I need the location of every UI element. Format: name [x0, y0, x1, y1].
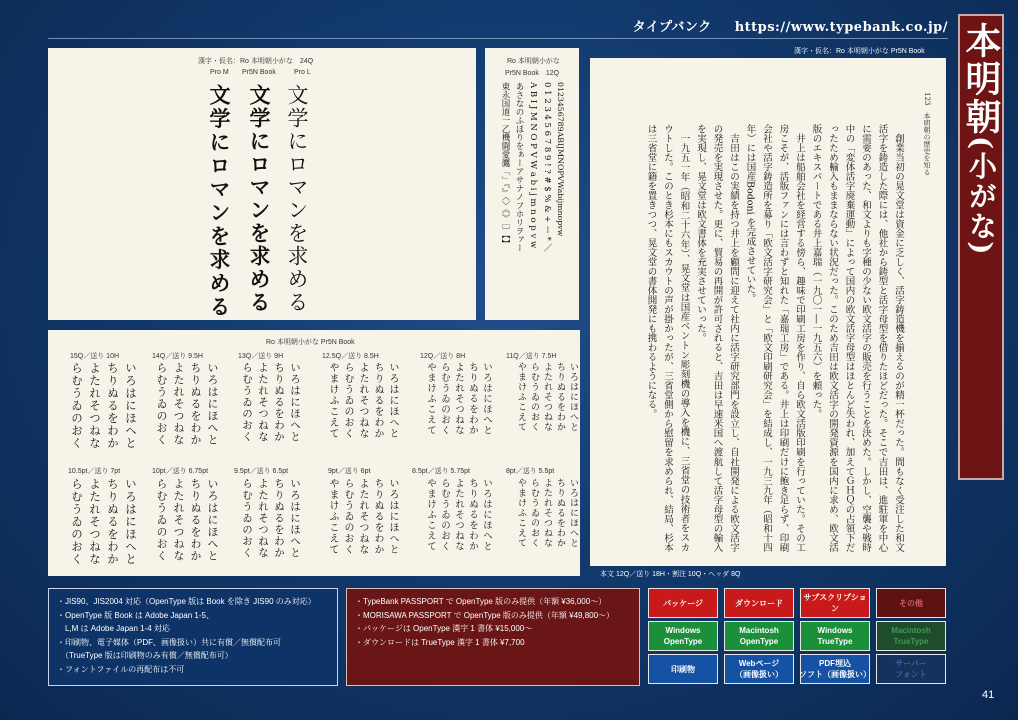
- iroha-10-5pt-3: よたれそつねな: [88, 478, 102, 566]
- size-label-9-5pt: 9.5pt／送り 6.5pt: [234, 468, 289, 475]
- brand-name: タイプバンク: [632, 20, 712, 35]
- font-title-sub: (小がな): [965, 136, 998, 257]
- iroha-15q-2: ちりぬるをわか: [106, 362, 120, 450]
- charset-line-5: 東永国道一乙機闘愛鷹「」『』〈〉《》〔〕【】: [500, 82, 510, 248]
- iroha-11q-3: よたれそつねな: [542, 362, 552, 432]
- iroha-8-5pt-1: いろはにほへと: [481, 478, 492, 552]
- iroha-10pt-1: いろはにほへと: [206, 478, 219, 562]
- iroha-10pt-3: よたれそつねな: [172, 478, 185, 562]
- size-label-13q: 13Q／送り 9H: [238, 353, 284, 360]
- pdf-embed-button[interactable]: PDF埋込 ソフト（画像扱い）: [800, 654, 870, 684]
- sample-pro-l: 文学にロマンを求める: [285, 84, 310, 314]
- font-title: [960, 22, 1002, 478]
- iroha-9-5pt-2: ちりぬるをわか: [273, 478, 285, 559]
- iroha-11q-4: らむうゐのおく: [529, 362, 539, 432]
- brand-url[interactable]: https://www.typebank.co.jp/: [734, 20, 948, 35]
- size-sample-caption: Ro 本明朝小がな Pr5N Book: [266, 339, 355, 346]
- iroha-8pt-3: よたれそつねな: [542, 478, 552, 548]
- iroha-9-5pt-4: らむうゐのおく: [241, 478, 253, 559]
- spec-line-2: ・OpenType 版 Book は Adobe Japan 1-5、: [57, 610, 214, 620]
- charset-line-3: A B I J M N O P V W a b i j m n o p v w: [528, 82, 538, 249]
- windows-truetype-button[interactable]: Windows TrueType: [800, 621, 870, 651]
- iroha-12-5q-4: らむうゐのおく: [342, 362, 353, 439]
- download-button[interactable]: ダウンロード: [724, 588, 794, 618]
- weight-label-pr5n-book: Pr5N Book: [242, 69, 276, 76]
- iroha-10pt-4: らむうゐのおく: [155, 478, 168, 562]
- iroha-8-5pt-5: やまけふこえて: [425, 478, 436, 552]
- iroha-10-5pt-4: らむうゐのおく: [70, 478, 84, 566]
- iroha-12-5q-1: いろはにほへと: [387, 362, 398, 439]
- iroha-10-5pt-2: ちりぬるをわか: [106, 478, 120, 566]
- iroha-15q-4: らむうゐのおく: [70, 362, 84, 450]
- page-number: 41: [982, 689, 995, 701]
- title-band: [958, 14, 1004, 480]
- iroha-8pt-4: らむうゐのおく: [529, 478, 539, 548]
- iroha-12q-4: らむうゐのおく: [439, 362, 450, 436]
- pricing-line-4: ・ダウンロードは TrueType 漢字 1 書体 ¥7,700: [355, 637, 525, 647]
- web-page-button[interactable]: Webページ （画像扱い）: [724, 654, 794, 684]
- size-label-8pt: 8pt／送り 5.5pt: [506, 468, 555, 475]
- iroha-12-5q-3: よたれそつねな: [357, 362, 368, 439]
- package-button[interactable]: パッケージ: [648, 588, 718, 618]
- iroha-12q-3: よたれそつねな: [453, 362, 464, 436]
- body-text: 創業当初の晃文堂は資金に乏しく、活字鋳造機を揃えるのが精一杯だった。間もなく受注した和文活字を鋳造した際には、他社から鋳型と活字母型を借りたほどだった。そこで吉田は、進駐軍を中心に需要のあった、和文よりも字種の少ない欧文活字の販売を行うことを決めた。しかし、空襲や戦時中の「変体活字廃棄運動」によって国内の欧文活字母型はほとんど失われ、加えてＧＨＱの占領下だったため輸入もままならない状況だった。このため吉田は欧文活字の開発資源を国内に求め、欧文活版のエキスパートである井上嘉瑞（一九〇一―一九五六）を頼った。 井上は船舶会社を経営する傍ら、趣味で印刷工房を作り、自ら欧文活版印刷を行っていた。その工房こそが、活版ファンには言わずと知れた「嘉瑞工房」である。井上は印刷だけに飽き足らず、印刷会社や活字鋳造所を募り「欧文活字研究会」と「欧文印刷研究会」を結成し、一九三九年（昭和十四年）には国産Bodoni を完成させていた。 吉田はこの実績を持つ井上を顧問に迎えて社内に活字研究部門を設立し、自社開発による欧文活字の発売を実現させた。更に、貿易の再開が許可されると、吉田は早速米国へ渡航して活字母型の輸入を実現し、晃文堂は欧文書体を充実させていった。 一九五一年（昭和二十六年）、晃文堂は国産ベントン彫刻機の導入を機に、三省堂の技術者をスカウトした。このとき杉本にもスカウトの声が掛かったが、三省堂側から慰留を求められ、結局、杉本は三省堂に籍を置きつつ、晃文堂の書体開発にも携わるようになる。: [645, 124, 904, 552]
- iroha-14q-4: らむうゐのおく: [155, 362, 168, 446]
- subscription-button[interactable]: サブスクリプション: [800, 588, 870, 618]
- iroha-14q-2: ちりぬるをわか: [189, 362, 202, 446]
- iroha-11q-2: ちりぬるをわか: [555, 362, 565, 432]
- iroha-8-5pt-2: ちりぬるをわか: [467, 478, 478, 552]
- iroha-9pt-4: らむうゐのおく: [342, 478, 353, 555]
- weight-label-pro-l: Pro L: [294, 69, 311, 76]
- iroha-9-5pt-3: よたれそつねな: [257, 478, 269, 559]
- macintosh-truetype-button[interactable]: Macintosh TrueType: [876, 621, 946, 651]
- size-sample-panel: [48, 330, 580, 576]
- iroha-9pt-3: よたれそつねな: [357, 478, 368, 555]
- print-button[interactable]: 印刷物: [648, 654, 718, 684]
- sample-pr5n-book: 文学にロマンを求める: [247, 84, 273, 314]
- iroha-8-5pt-4: らむうゐのおく: [439, 478, 450, 552]
- iroha-12q-2: ちりぬるをわか: [467, 362, 478, 436]
- iroha-9pt-1: いろはにほへと: [387, 478, 398, 555]
- size-label-15q: 15Q／送り 10H: [70, 353, 120, 360]
- pricing-info-box: [346, 588, 640, 686]
- spec-line-6: ・フォントファイルの再配布は不可: [57, 664, 185, 674]
- body-spec: 本文 12Q／送り 18H・割注 10Q・ヘッダ 8Q: [600, 571, 741, 578]
- brand-header: [633, 16, 948, 35]
- iroha-12-5q-5: やまけふこえて: [327, 362, 338, 439]
- header-rule: [48, 38, 948, 39]
- font-title-main: 本明朝: [960, 22, 1002, 136]
- size-label-12-5q: 12.5Q／送り 8.5H: [322, 353, 379, 360]
- iroha-8pt-5: やまけふこえて: [516, 478, 526, 548]
- spec-line-1: ・JIS90、JIS2004 対応（OpenType 版は Book を除き JIS90 のみ対応）: [57, 597, 316, 606]
- size-label-10pt: 10pt／送り 6.75pt: [152, 468, 209, 475]
- body-sample-panel: [590, 58, 946, 566]
- spec-line-3: L,M は Adobe Japan 1-4 対応: [57, 624, 170, 633]
- iroha-10-5pt-1: いろはにほへと: [124, 478, 138, 566]
- weight-sample-panel: [48, 48, 476, 320]
- iroha-12-5q-2: ちりぬるをわか: [372, 362, 383, 439]
- other-button[interactable]: その他: [876, 588, 946, 618]
- size-label-10-5pt: 10.5pt／送り 7pt: [68, 468, 121, 475]
- charset-line-1: 0123456789ABIJMNOPVWabijmnopvw: [556, 82, 565, 237]
- charset-line-4: あさなのふほりをぁーアサナノフホリヲァー: [514, 82, 524, 252]
- iroha-10pt-2: ちりぬるをわか: [189, 478, 202, 562]
- iroha-12q-1: いろはにほへと: [481, 362, 492, 436]
- charset-caption-1: Ro 本明朝小がな: [507, 58, 560, 65]
- server-font-button[interactable]: サーバー フォント: [876, 654, 946, 684]
- spec-info-box: [48, 588, 338, 686]
- size-label-14q: 14Q／送り 9.5H: [152, 353, 203, 360]
- charset-caption-2: Pr5N Book 12Q: [505, 70, 560, 77]
- macintosh-opentype-button[interactable]: Macintosh OpenType: [724, 621, 794, 651]
- pricing-line-1: ・TypeBank PASSPORT で OpenType 版のみ提供（年額 ¥36,000〜）: [355, 597, 607, 606]
- charset-line-2: 0 1 2 3 4 5 6 7 8 9 ! ? # $ % & + ー * ／: [542, 82, 552, 252]
- body-sample-caption: 漢字・仮名：Ro 本明朝小がな Pr5N Book: [794, 48, 925, 55]
- iroha-15q-1: いろはにほへと: [124, 362, 138, 450]
- iroha-9pt-5: やまけふこえて: [327, 478, 338, 555]
- charset-panel: [485, 48, 579, 320]
- spec-line-4: ・印刷物、電子媒体（PDF、画像扱い）共に有償／無償配布可: [57, 637, 281, 647]
- size-label-11q: 11Q／送り 7.5H: [506, 353, 557, 360]
- windows-opentype-button[interactable]: Windows OpenType: [648, 621, 718, 651]
- iroha-8pt-1: いろはにほへと: [568, 478, 578, 548]
- iroha-12q-5: やまけふこえて: [425, 362, 436, 436]
- spec-line-5: （TrueType 版は印刷物のみ有償／無償配布可）: [57, 651, 233, 660]
- iroha-13q-2: ちりぬるをわか: [273, 362, 285, 443]
- iroha-8-5pt-3: よたれそつねな: [453, 478, 464, 552]
- pricing-line-3: ・パッケージは OpenType 漢字 1 書体 ¥15,000〜: [355, 624, 533, 633]
- iroha-9-5pt-1: いろはにほへと: [289, 478, 301, 559]
- weight-sample-caption: 漢字・仮名：Ro 本明朝小がな 24Q: [198, 58, 314, 65]
- pricing-line-2: ・MORISAWA PASSPORT で OpenType 版のみ提供（年額 ¥49,800〜）: [355, 610, 615, 620]
- iroha-15q-3: よたれそつねな: [88, 362, 102, 450]
- iroha-14q-1: いろはにほへと: [206, 362, 219, 446]
- sample-pro-m: 文学にロマンを求める: [207, 84, 233, 319]
- iroha-13q-3: よたれそつねな: [257, 362, 269, 443]
- iroha-13q-4: らむうゐのおく: [241, 362, 253, 443]
- iroha-14q-3: よたれそつねな: [172, 362, 185, 446]
- iroha-9pt-2: ちりぬるをわか: [372, 478, 383, 555]
- iroha-11q-5: やまけふこえて: [516, 362, 526, 432]
- size-label-9pt: 9pt／送り 6pt: [328, 468, 371, 475]
- size-label-12q: 12Q／送り 8H: [420, 353, 466, 360]
- size-label-8-5pt: 8.5pt／送り 5.75pt: [412, 468, 470, 475]
- iroha-13q-1: いろはにほへと: [289, 362, 301, 443]
- iroha-8pt-2: ちりぬるをわか: [555, 478, 565, 548]
- iroha-11q-1: いろはにほへと: [568, 362, 578, 432]
- page-header: 123 本明朝の歴史を知る: [923, 92, 931, 176]
- weight-label-pro-m: Pro M: [210, 69, 229, 76]
